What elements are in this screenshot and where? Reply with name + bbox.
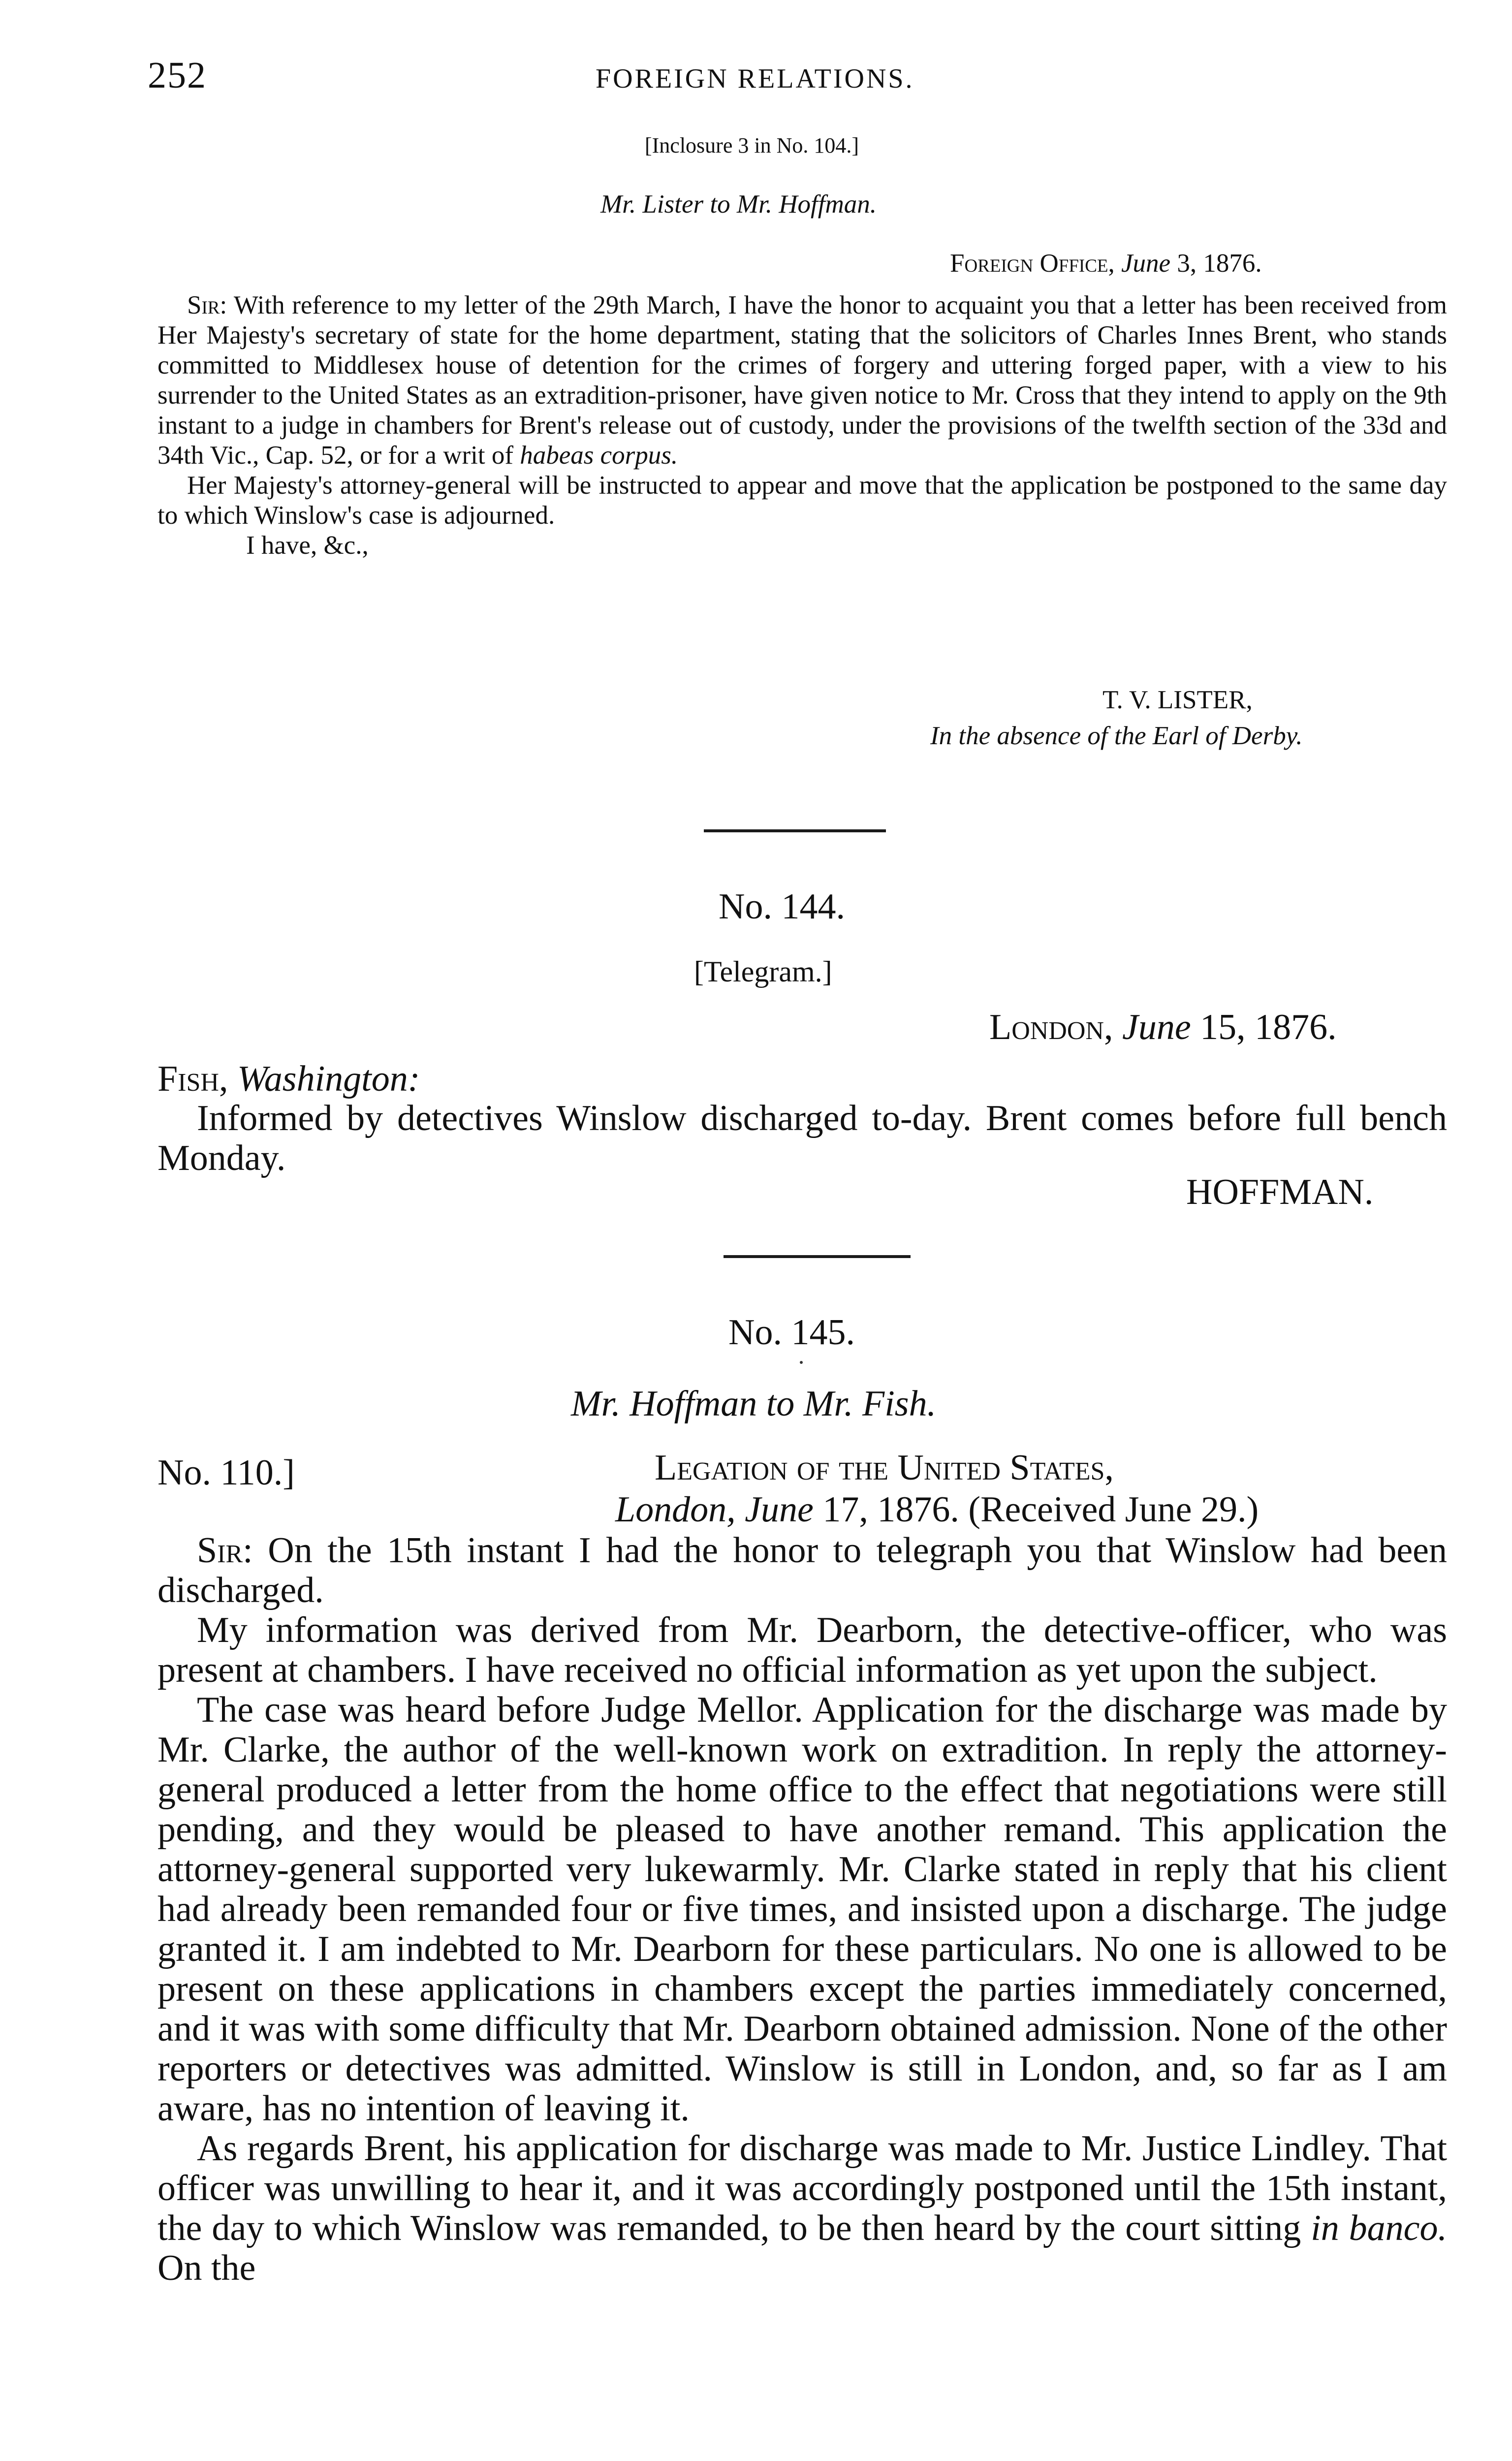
no145-legation: Legation of the United States,: [655, 1448, 1114, 1488]
no145-paragraph-3: The case was heard before Judge Mellor. Application for the discharge was made by Mr. Clarke, the author of the well-known work on extradition. In reply the attorney-general produced a letter from the home office to the effect that negotiations were still pending, and they would be pleased to have another remand. This application the attorney-general supported very lukewarmly. Mr. Clarke stated in reply that his client had already been remanded four or five times, and insisted upon a discharge. The judge granted it. I am indebted to Mr. Dearborn for these particulars. No one is allowed to be present on these applications in chambers except the parties immediately concerned, and it was with some difficulty that Mr. Dearborn obtained admission. None of the other reporters or detectives was admitted. Winslow is still in London, and, so far as I am aware, has no intention of leaving it.: [158, 1690, 1447, 2129]
paragraph-text: As regards Brent, his application for discharge was made to Mr. Justice Lindley. That officer was unwilling to hear it, and it was accordingly postponed until the 15th instant, the day to which Winslow was remanded, to be then heard by the court sitting: [158, 2128, 1447, 2248]
paragraph-text: With reference to my letter of the 29th March, I have the honor to acquaint you that a letter has been received from Her Majesty's secretary of state for the home department, stating that the solicitors of Charles Innes Brent, who stands committed to Middlesex house of detention for the crimes of forgery and uttering forged paper, with a view to his surrender to the United States as an extradition-prisoner, have given notice to Mr. Cross that they intend to apply on the 9th instant to a judge in chambers for Brent's release out of custody, under the provisions of the twelfth section of the 33d and 34th Vic., Cap. 52, or for a writ of: [158, 291, 1448, 470]
section-number-145: No. 145.: [728, 1312, 855, 1353]
salutation: Sir:: [187, 291, 227, 319]
dateline-place: London,: [989, 1007, 1113, 1047]
dateline-place: Foreign Office,: [950, 249, 1115, 278]
inclosure-dateline: [950, 249, 1262, 279]
inclosure-paragraph-1: [158, 290, 1447, 471]
running-head: FOREIGN RELATIONS.: [596, 63, 914, 94]
page-number: 252: [148, 55, 207, 96]
print-speck: [800, 1361, 803, 1364]
no145-paragraph-2: My information was derived from Mr. Dearborn, the detective-officer, who was present at chambers. I have received no official information as yet upon the subject.: [158, 1610, 1447, 1690]
no145-ref-number: No. 110.]: [158, 1452, 295, 1493]
dateline-year: 3, 1876.: [1177, 249, 1262, 278]
inclosure-closing: I have, &c.,: [246, 531, 369, 560]
addressee-place: Washington:: [237, 1059, 420, 1099]
section-divider: [724, 1255, 911, 1258]
no145-dateline: [615, 1489, 1259, 1530]
inclosure-title: Mr. Lister to Mr. Hoffman.: [600, 190, 877, 219]
section-number-144: No. 144.: [719, 886, 845, 927]
no144-body: [158, 1099, 1447, 1178]
dateline-year: 15, 1876.: [1200, 1007, 1337, 1047]
dateline-month: June: [1122, 1007, 1191, 1047]
telegram-body: Informed by detectives Winslow discharged to-day. Brent comes before full bench Monday.: [158, 1098, 1447, 1178]
inclosure-signature-note: In the absence of the Earl of Derby.: [930, 722, 1303, 750]
dateline-month: June: [1121, 249, 1171, 278]
inclosure-label: [Inclosure 3 in No. 104.]: [645, 133, 859, 158]
inclosure-signature: T. V. LISTER,: [1102, 686, 1253, 714]
italic-phrase: in banco.: [1311, 2208, 1448, 2248]
dateline-month: June: [745, 1489, 814, 1530]
no145-paragraph-4: [158, 2129, 1447, 2288]
addressee-name: Fish,: [158, 1059, 228, 1099]
no144-addressee: [158, 1058, 420, 1100]
no145-body: [158, 1531, 1447, 2288]
salutation: Sir:: [197, 1530, 253, 1571]
inclosure-paragraph-2: Her Majesty's attorney-general will be instructed to appear and move that the application be postponed to the same day to which Winslow's case is adjourned.: [158, 471, 1447, 530]
no144-dateline: [989, 1007, 1337, 1048]
inclosure-body: [158, 290, 1447, 561]
document-page: [148, 54, 1462, 2461]
paragraph-text: On the 15th instant I had the honor to telegraph you that Winslow had been discharged.: [158, 1530, 1448, 1610]
no145-title: Mr. Hoffman to Mr. Fish.: [571, 1384, 937, 1424]
no145-paragraph-1: [158, 1531, 1447, 1610]
telegram-note: [Telegram.]: [694, 955, 832, 988]
dateline-place: London,: [615, 1489, 736, 1530]
dateline-year: 17, 1876. (Received June 29.): [822, 1489, 1259, 1530]
italic-phrase: habeas corpus.: [520, 441, 678, 470]
section-divider: [704, 829, 886, 832]
paragraph-text-end: On the: [158, 2248, 256, 2288]
no144-signature: HOFFMAN.: [1186, 1172, 1374, 1212]
